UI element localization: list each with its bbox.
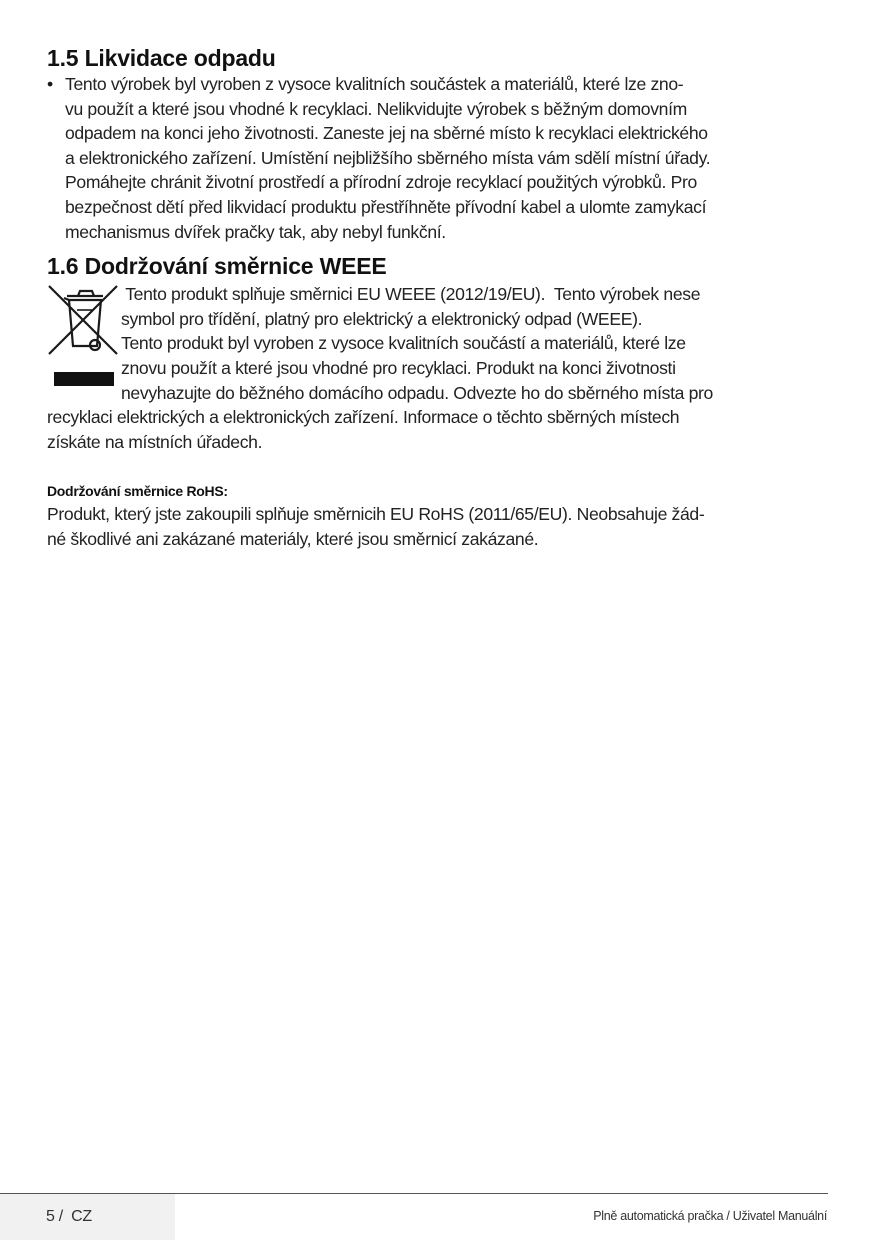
text-line: né škodlivé ani zakázané materiály, které jsou směrnicí zakázané.	[47, 528, 539, 549]
rohs-paragraph	[47, 502, 837, 551]
section-heading-weee: 1.6 Dodržování směrnice WEEE	[47, 253, 387, 280]
text-line: odpadem na konci jeho životnosti. Zaneste jej na sběrné místo k recyklaci elektrického	[65, 123, 708, 144]
text-line: recyklaci elektrických a elektronických zařízení. Informace o těchto sběrných místech	[47, 407, 680, 428]
text-line: Tento produkt byl vyroben z vysoce kvalitních součástí a materiálů, které lze	[121, 333, 686, 354]
page-number: 5 / CZ	[46, 1208, 92, 1225]
rohs-heading: Dodržování směrnice RoHS:	[47, 483, 228, 500]
page-footer	[0, 1193, 874, 1240]
text-line: bezpečnost dětí před likvidací produktu přestříhněte přívodní kabel a ulomte zamykací	[65, 196, 707, 217]
text-line: Tento výrobek byl vyroben z vysoce kvalitních součástek a materiálů, které lze zno-	[65, 74, 684, 94]
page-content	[47, 44, 837, 552]
text-line: získáte na místních úřadech.	[47, 431, 263, 452]
weee-paragraph	[47, 282, 837, 454]
text-line: mechanismus dvířek pračky tak, aby nebyl funkční.	[65, 221, 446, 242]
text-line: Pomáhejte chránit životní prostředí a přírodní zdroje recyklací použitých výrobků. Pro	[65, 172, 697, 193]
footer-divider	[0, 1193, 828, 1194]
text-line: vu použít a které jsou vhodné k recyklaci. Nelikvidujte výrobek s běžným domovním	[65, 98, 687, 119]
disposal-paragraph	[65, 72, 837, 244]
text-line: Tento produkt splňuje směrnici EU WEEE (2012/19/EU). Tento výrobek nese	[121, 284, 701, 305]
disposal-bullet-item	[47, 72, 837, 244]
crossed-out-wheelie-bin-icon	[47, 282, 121, 392]
section-heading-waste-disposal: 1.5 Likvidace odpadu	[47, 45, 276, 71]
bullet-marker: •	[47, 74, 54, 94]
manual-title: Plně automatická pračka / Uživatel Manuální	[593, 1209, 827, 1223]
text-line: Produkt, který jste zakoupili splňuje směrnicih EU RoHS (2011/65/EU). Neobsahuje žád-	[47, 504, 705, 525]
text-line: a elektronického zařízení. Umístění nejbližšího sběrného místa vám sdělí místní úřady.	[65, 147, 711, 168]
text-line: znovu použít a které jsou vhodné pro recyklaci. Produkt na konci životnosti	[121, 357, 676, 378]
text-line: symbol pro třídění, platný pro elektrický a elektronický odpad (WEEE).	[121, 308, 643, 329]
text-line: nevyhazujte do běžného domácího odpadu. Odvezte ho do sběrného místa pro	[121, 382, 713, 403]
